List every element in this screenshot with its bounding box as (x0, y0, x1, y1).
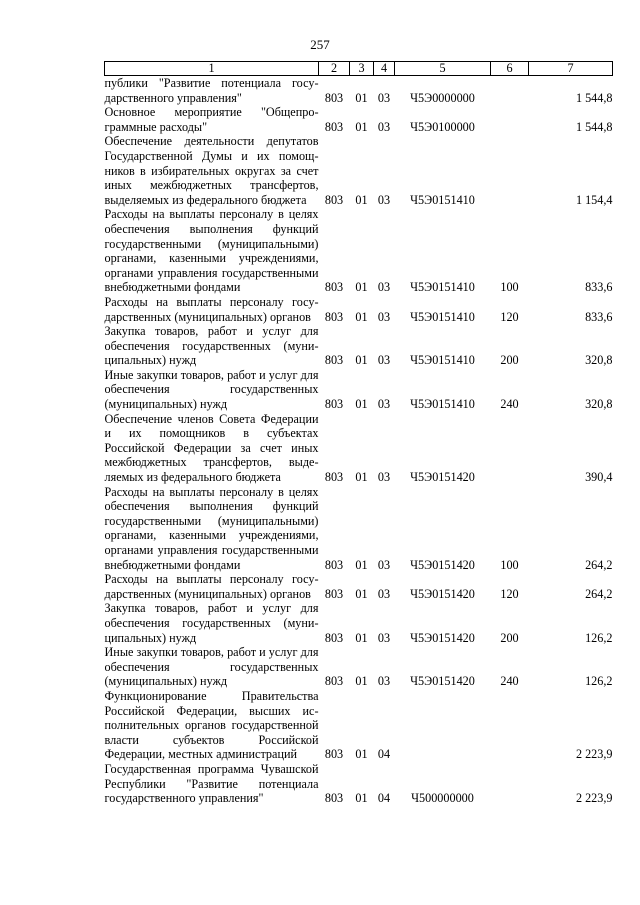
amount: 320,8 (585, 353, 613, 368)
target-code: Ч5Э0151420 (410, 586, 475, 601)
section-code: 01 (355, 791, 368, 806)
section-code: 01 (355, 586, 368, 601)
expense-type: 240 (500, 674, 519, 689)
section-code: 01 (355, 309, 368, 324)
expense-type: 120 (500, 309, 519, 324)
subsection-code: 03 (377, 353, 391, 368)
ministry-code: 803 (324, 557, 344, 572)
amount: 1 544,8 (575, 90, 613, 105)
page-number: 257 (310, 37, 330, 52)
ministry-code: 803 (324, 309, 344, 324)
header-col-7: 7 (529, 62, 613, 76)
subsection-code: 03 (377, 192, 391, 207)
ministry-code: 803 (324, 397, 344, 412)
subsection-code: 03 (377, 280, 391, 295)
section-code: 01 (355, 90, 368, 105)
table-row (105, 324, 613, 368)
section-code: 01 (355, 674, 368, 689)
table-row (105, 207, 613, 295)
amount: 1 154,4 (575, 192, 613, 207)
section-code: 01 (355, 470, 368, 485)
section-code: 01 (355, 280, 368, 295)
table-row (105, 76, 613, 106)
subsection-code: 03 (377, 586, 391, 601)
amount: 2 223,9 (575, 791, 613, 806)
ministry-code: 803 (324, 353, 344, 368)
section-code: 01 (355, 192, 368, 207)
subsection-code: 03 (377, 674, 391, 689)
row-name: Расходы на выплаты персоналу государственных (муниципальных) органов (104, 294, 319, 324)
target-code: Ч5Э0000000 (410, 90, 475, 105)
target-code: Ч5Э0151410 (410, 280, 475, 295)
amount: 390,4 (585, 470, 613, 485)
ministry-code: 803 (324, 747, 344, 762)
amount: 2 223,9 (575, 747, 613, 762)
header-col-2: 2 (319, 62, 350, 76)
target-code: Ч5Э0151410 (410, 397, 475, 412)
subsection-code: 03 (377, 470, 391, 485)
table-row (105, 572, 613, 601)
row-name: Закупка товаров, работ и услуг для обеспечения государственных (муниципальных) нужд (104, 601, 319, 645)
section-code: 01 (355, 397, 368, 412)
expense-type (491, 689, 529, 762)
target-code: Ч5Э0100000 (410, 119, 475, 134)
table-row (105, 689, 613, 762)
target-code: Ч5Э0151420 (410, 630, 475, 645)
expense-type: 200 (500, 353, 519, 368)
subsection-code: 03 (377, 397, 391, 412)
row-name: Иные закупки товаров, работ и услуг для обеспечения государственных (муниципальных) нужд (104, 367, 319, 412)
row-name: Функционирование Правительства Российской Федерации, высших исполнительных органов государственной власти субъектов Российской Федерации, местных администраций (104, 688, 319, 762)
header-col-3: 3 (350, 62, 374, 76)
table-row (105, 762, 613, 806)
amount: 264,2 (585, 586, 613, 601)
budget-table (104, 61, 613, 806)
expense-type (491, 105, 529, 134)
ministry-code: 803 (324, 192, 344, 207)
expense-type (491, 412, 529, 485)
subsection-code: 04 (377, 791, 391, 806)
amount: 833,6 (585, 280, 613, 295)
subsection-code: 03 (377, 630, 391, 645)
target-code: Ч5Э0151420 (410, 674, 475, 689)
header-row (105, 62, 613, 76)
expense-type: 200 (500, 630, 519, 645)
table-row (105, 485, 613, 573)
target-code: Ч5Э0151410 (410, 192, 475, 207)
ministry-code: 803 (324, 280, 344, 295)
expense-type (491, 762, 529, 806)
subsection-code: 03 (377, 90, 391, 105)
ministry-code: 803 (324, 119, 344, 134)
amount: 264,2 (585, 557, 613, 572)
header-col-5: 5 (395, 62, 491, 76)
table-row (105, 645, 613, 689)
expense-type: 120 (500, 586, 519, 601)
ministry-code: 803 (324, 630, 344, 645)
amount: 833,6 (585, 309, 613, 324)
row-name: Расходы на выплаты персоналу в целях обеспечения выполнения функций государственными (муниципальными) органами, казенными учреждениями, органами управления государственными внебюджетными фондами (104, 207, 319, 295)
amount: 126,2 (585, 630, 613, 645)
row-name: Закупка товаров, работ и услуг для обеспечения государственных (муниципальных) нужд (104, 324, 319, 368)
table-row (105, 295, 613, 324)
ministry-code: 803 (324, 791, 344, 806)
table-row (105, 134, 613, 207)
amount: 320,8 (585, 397, 613, 412)
target-code (395, 689, 491, 762)
table-row (105, 105, 613, 134)
expense-type: 240 (500, 397, 519, 412)
header-col-6: 6 (491, 62, 529, 76)
section-code: 01 (355, 747, 368, 762)
expense-type: 100 (500, 557, 519, 572)
expense-type (491, 76, 529, 106)
subsection-code: 03 (377, 309, 391, 324)
section-code: 01 (355, 119, 368, 134)
ministry-code: 803 (324, 586, 344, 601)
row-name: публики "Развитие потенциала государственного управления" (104, 76, 319, 105)
header-col-1: 1 (105, 62, 319, 76)
row-name: Расходы на выплаты персоналу в целях обеспечения выполнения функций государственными (муниципальными) органами, казенными учреждениями, органами управления государственными внебюджетными фондами (104, 484, 319, 572)
section-code: 01 (355, 353, 368, 368)
ministry-code: 803 (324, 470, 344, 485)
target-code: Ч500000000 (411, 791, 474, 806)
target-code: Ч5Э0151420 (410, 470, 475, 485)
ministry-code: 803 (324, 674, 344, 689)
target-code: Ч5Э0151410 (410, 353, 475, 368)
subsection-code: 04 (377, 747, 391, 762)
subsection-code: 03 (377, 557, 391, 572)
target-code: Ч5Э0151420 (410, 557, 475, 572)
header-col-4: 4 (374, 62, 395, 76)
ministry-code: 803 (324, 90, 344, 105)
subsection-code: 03 (377, 119, 391, 134)
row-name: Обеспечение членов Совета Федерации и их помощников в субъектах Российской Федерации за счет иных межбюджетных трансфертов, выделяемых из федерального бюджета (104, 411, 319, 485)
row-name: Обеспечение деятельности депутатов Государственной Думы и их помощников в избирательных округах за счет иных межбюджетных трансфертов, выделяемых из федерального бюджета (104, 134, 319, 207)
row-name: Иные закупки товаров, работ и услуг для обеспечения государственных (муниципальных) нужд (104, 645, 319, 689)
table-row (105, 368, 613, 412)
target-code: Ч5Э0151410 (410, 309, 475, 324)
section-code: 01 (355, 557, 368, 572)
section-code: 01 (355, 630, 368, 645)
amount: 1 544,8 (575, 119, 613, 134)
row-name: Государственная программа Чувашской Республики "Развитие потенциала государственного управления" (104, 761, 319, 806)
table-row (105, 601, 613, 645)
row-name: Расходы на выплаты персоналу государственных (муниципальных) органов (104, 572, 319, 601)
amount: 126,2 (585, 674, 613, 689)
expense-type: 100 (500, 280, 519, 295)
expense-type (491, 134, 529, 207)
table-row (105, 412, 613, 485)
row-name: Основное мероприятие "Общепрограммные расходы" (104, 105, 319, 134)
